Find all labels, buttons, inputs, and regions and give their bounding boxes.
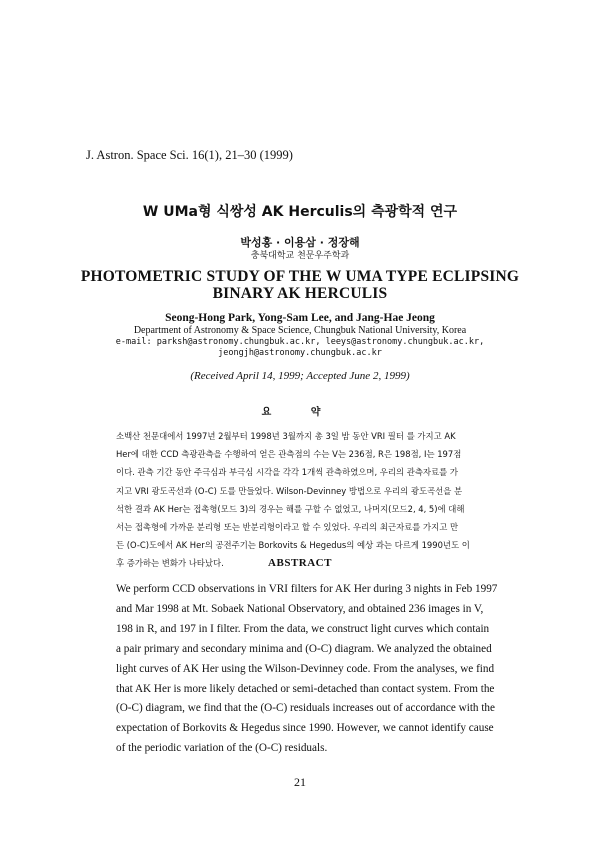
korean-abstract-line: 석한 결과 AK Her는 접촉형(모드 3)의 경우는 해를 구할 수 없었고, 나머지(모드2, 4, 5)에 대해 xyxy=(116,503,465,514)
korean-abstract-line: 소백산 천문대에서 1997년 2월부터 1998년 3월까지 총 3일 밤 동안 VRI 필터 를 가지고 AK xyxy=(116,431,456,441)
english-abstract-line: 198 in R, and 197 in I filter. From the data, we construct light curves which contain xyxy=(116,622,490,635)
english-abstract-line: We perform CCD observations in VRI filters for AK Her during 3 nights in Feb 1997 xyxy=(116,583,498,595)
english-abstract-line: a pair primary and secondary minima and (O-C) diagram. We analyzed the obtained xyxy=(116,642,492,655)
page-number: 21 xyxy=(294,775,306,789)
korean-abstract xyxy=(116,427,488,573)
email-block xyxy=(0,337,600,359)
english-abstract xyxy=(116,580,498,759)
korean-abstract-line: Her에 대한 CCD 측광관측을 수행하여 얻은 관측점의 수는 V는 236점, R은 198점, I는 197점 xyxy=(116,449,462,460)
email-line-1: e-mail: parksh@astronomy.chungbuk.ac.kr, leeys@astronomy.chungbuk.ac.kr, xyxy=(115,337,485,347)
korean-affiliation: 충북대학교 천문우주학과 xyxy=(250,251,350,261)
english-title xyxy=(0,268,600,302)
department: Department of Astronomy & Space Science, Chungbuk National University, Korea xyxy=(133,325,467,336)
english-abstract-line: of the periodic variation of the (O-C) residuals. xyxy=(116,742,328,755)
korean-title: W UMa형 식쌍성 AK Herculis의 측광학적 연구 xyxy=(142,204,458,220)
english-abstract-line: expectation of Borkovits & Hegedus since 1990. However, we cannot identify cause xyxy=(116,722,494,735)
korean-abstract-line: 후 증가하는 변화가 나타났다. xyxy=(116,558,224,569)
korean-abstract-line: 이다. 관측 기간 동안 주극심과 부극심 시각을 각각 1개씩 관측하였으며, 우리의 관측자료를 가 xyxy=(116,467,458,478)
english-abstract-line: light curves of AK Her using the Wilson-Devinney code. From the analyses, we find xyxy=(116,662,495,675)
received-accepted-dates: (Received April 14, 1999; Accepted June 2, 1999) xyxy=(190,370,410,382)
korean-abstract-line: 지고 VRI 광도곡선과 (O-C) 도를 만들었다. Wilson-Devinney 방법으로 우리의 광도곡선을 분 xyxy=(116,485,463,496)
english-abstract-line: that AK Her is more likely detached or semi-detached than contact system. From the xyxy=(116,682,495,695)
korean-abstract-heading: 요 약 xyxy=(261,407,339,418)
english-abstract-line: (O-C) diagram, we find that the (O-C) residuals increases out of accordance with the xyxy=(116,702,495,715)
english-title-line-1: PHOTOMETRIC STUDY OF THE W UMA TYPE ECLIPSING xyxy=(80,268,520,285)
english-title-line-2: BINARY AK HERCULIS xyxy=(212,285,388,302)
english-abstract-line: and Mar 1998 at Mt. Sobaek National Observatory, and obtained 236 images in V, xyxy=(116,602,484,615)
korean-abstract-line: 든 (O-C)도에서 AK Her의 공전주기는 Borkovits & Hegedus의 예상 과는 다르게 1990년도 이 xyxy=(116,540,470,551)
english-authors: Seong-Hong Park, Yong-Sam Lee, and Jang-Hae Jeong xyxy=(165,312,435,324)
korean-abstract-line: 서는 접촉형에 가까운 분리형 또는 반분리형이라고 할 수 있었다. 우리의 최근자료를 가지고 만 xyxy=(116,522,459,533)
journal-reference: J. Astron. Space Sci. 16(1), 21–30 (1999) xyxy=(86,148,293,162)
email-line-2: jeongjh@astronomy.chungbuk.ac.kr xyxy=(218,348,382,358)
korean-authors: 박성홍 · 이용삼 · 정장해 xyxy=(240,236,360,249)
english-abstract-heading: ABSTRACT xyxy=(268,557,332,569)
